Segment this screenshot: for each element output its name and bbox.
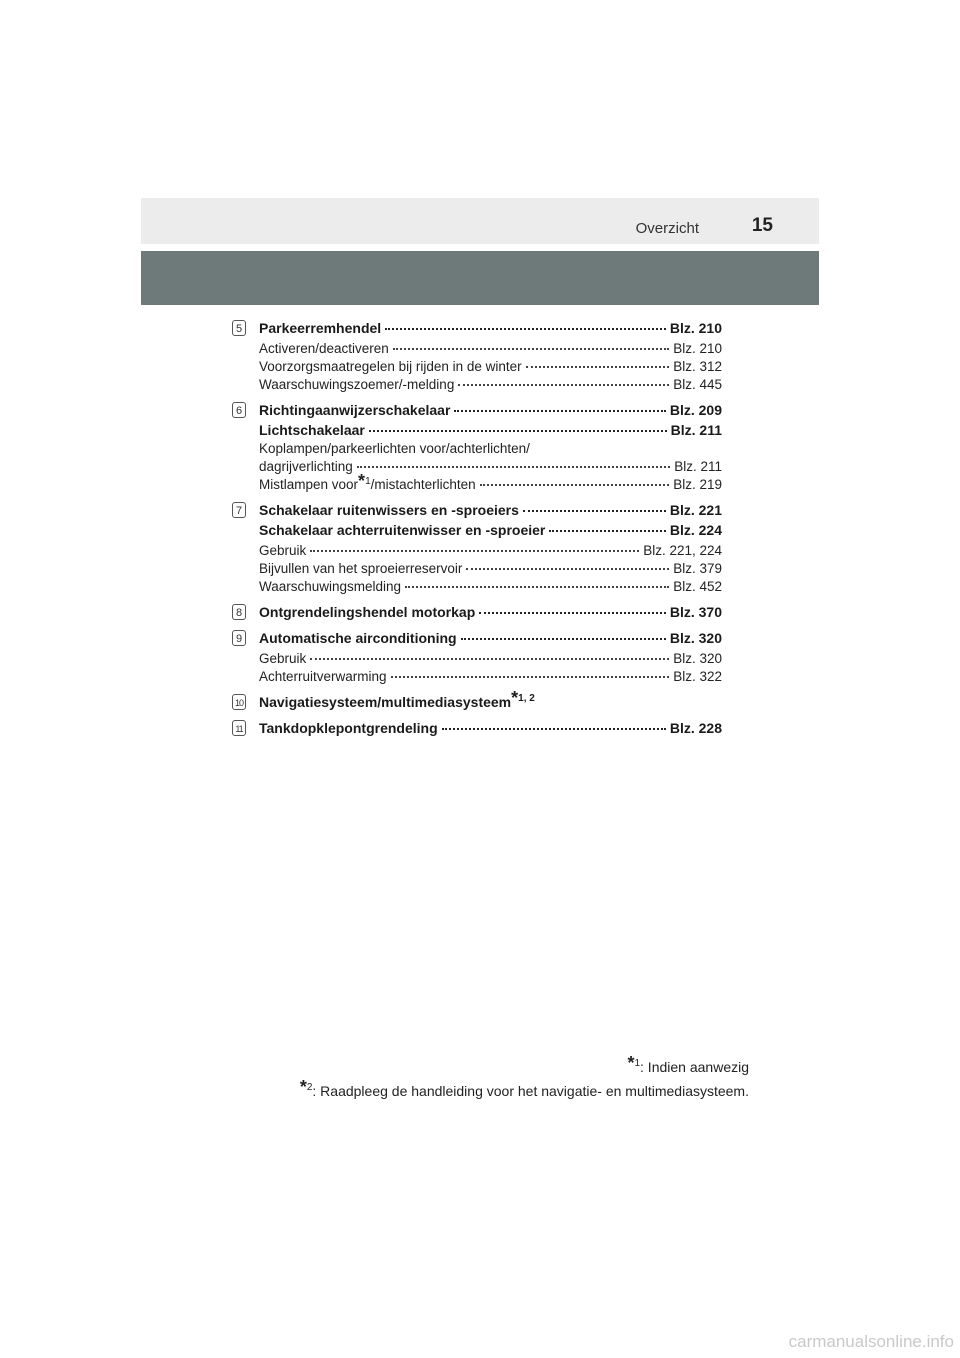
toc-entry-label: Richtingaanwijzerschakelaar [259, 402, 451, 418]
dot-leader [454, 409, 665, 412]
toc-group [235, 318, 722, 394]
toc-subentry-label: Waarschuwingsmelding [259, 579, 402, 594]
page-reference: Blz. 224 [669, 522, 722, 538]
toc-subentry-label: Gebruik [259, 651, 307, 666]
toc-entry-label: Parkeerremhendel [259, 320, 382, 336]
toc-subentry[interactable] [259, 578, 722, 596]
toc-entry[interactable] [259, 602, 722, 622]
toc-subentry-text: Koplampen/parkeerlichten voor/achterlichten/ [259, 441, 530, 456]
page-reference: Blz. 320 [673, 651, 722, 666]
toc-entry[interactable] [259, 520, 722, 540]
toc-group [235, 628, 722, 686]
toc-entry[interactable] [259, 400, 722, 420]
footnote-ref-number: 1 [365, 475, 371, 487]
toc-entry[interactable] [259, 500, 722, 520]
toc-subentry[interactable] [259, 668, 722, 686]
dot-leader [442, 727, 666, 730]
toc-subentry[interactable] [259, 542, 722, 560]
page-reference: Blz. 370 [669, 604, 722, 620]
toc-subentry-label: Bijvullen van het sproeierreservoir [259, 561, 463, 576]
dot-leader [479, 611, 666, 614]
toc-subentry[interactable] [259, 458, 722, 476]
dot-leader [461, 637, 666, 640]
page-reference: Blz. 312 [673, 359, 722, 374]
page-reference: Blz. 210 [669, 320, 722, 336]
dot-leader [523, 509, 666, 512]
footnote-ref [511, 688, 535, 709]
toc-entry[interactable] [259, 688, 722, 712]
footnote-marker [627, 1053, 641, 1074]
page-reference: Blz. 211 [670, 422, 722, 438]
toc-subentry[interactable] [259, 340, 722, 358]
page-reference: Blz. 219 [673, 477, 722, 492]
dot-leader [466, 567, 669, 570]
table-of-contents [235, 318, 722, 744]
toc-subentry[interactable] [259, 560, 722, 578]
page-reference: Blz. 209 [669, 402, 722, 418]
footnote-number: 1 [634, 1058, 641, 1070]
dot-leader [357, 465, 670, 468]
label-part: /mistachterlichten [370, 477, 476, 492]
footnote-text: : Indien aanwezig [640, 1059, 749, 1075]
dot-leader [405, 585, 669, 588]
toc-group [235, 718, 722, 738]
dot-leader [391, 675, 670, 678]
dot-leader [385, 327, 666, 330]
toc-entry-label: Schakelaar ruitenwissers en -sproeiers [259, 502, 519, 518]
footnote-star: * [358, 470, 366, 491]
toc-group [234, 688, 722, 712]
page-reference: Blz. 221 [669, 502, 722, 518]
toc-entry[interactable] [259, 628, 722, 648]
page-reference: Blz. 452 [673, 579, 722, 594]
toc-entry-label: Schakelaar achterruitenwisser en -sproeier [259, 522, 546, 538]
footnote-star: * [627, 1053, 635, 1074]
toc-entry-label: Ontgrendelingshendel motorkap [259, 604, 476, 620]
toc-subentry-label: Waarschuwingszoemer/-melding [259, 377, 455, 392]
page-reference: Blz. 445 [673, 377, 722, 392]
toc-subentry-label: dagrijverlichting [259, 459, 353, 474]
toc-entry[interactable] [259, 318, 722, 338]
dot-leader [526, 365, 670, 368]
dot-leader [458, 383, 669, 386]
toc-subentry[interactable] [259, 470, 722, 494]
dot-leader [480, 483, 670, 486]
page-reference: Blz. 322 [673, 669, 722, 684]
toc-subentry-label: Activeren/deactiveren [259, 341, 389, 356]
toc-subentry-label: Achterruitverwarming [259, 669, 387, 684]
item-number-badge: 11 [232, 720, 246, 736]
page-reference: Blz. 221, 224 [643, 543, 722, 558]
toc-subentry-label: Gebruik [259, 543, 307, 558]
item-number-badge: 6 [232, 402, 246, 418]
toc-subentry[interactable] [259, 358, 722, 376]
footnote-ref-numbers: 1, 2 [518, 693, 535, 705]
dot-leader [310, 657, 669, 660]
toc-group [235, 500, 722, 596]
footnote-ref [358, 470, 371, 491]
section-title: Overzicht [635, 220, 699, 237]
page-header [141, 198, 819, 244]
footnotes [300, 1055, 749, 1103]
footnote-star: * [511, 688, 519, 709]
page-reference: Blz. 211 [674, 459, 722, 474]
footnote-text: : Raadpleeg de handleiding voor het navigatie- en multimediasysteem. [312, 1083, 749, 1099]
page-reference: Blz. 228 [669, 720, 722, 736]
dot-leader [310, 549, 639, 552]
item-number-badge: 9 [232, 630, 246, 646]
dot-leader [549, 529, 666, 532]
toc-entry-label: Navigatiesysteem/multimediasysteem [259, 694, 512, 710]
footnote [300, 1079, 749, 1103]
item-number-badge: 5 [232, 320, 246, 336]
toc-group [235, 602, 722, 622]
toc-entry-label: Tankdopklepontgrendeling [259, 720, 438, 736]
toc-entry-label: Automatische airconditioning [259, 630, 457, 646]
toc-entry[interactable] [259, 420, 722, 440]
footnote-number: 2 [306, 1082, 313, 1094]
toc-subentry[interactable] [259, 376, 722, 394]
page-reference: Blz. 320 [669, 630, 722, 646]
toc-group [235, 400, 722, 494]
toc-entry-label: Lichtschakelaar [259, 422, 365, 438]
item-number-badge: 10 [232, 694, 246, 710]
page-number: 15 [751, 215, 773, 236]
item-number-badge: 7 [232, 502, 246, 518]
footnote [300, 1055, 749, 1079]
dot-leader [393, 347, 669, 350]
label-part: Mistlampen voor [259, 477, 359, 492]
toc-entry[interactable] [259, 718, 722, 738]
toc-subentry[interactable] [259, 650, 722, 668]
header-band [141, 251, 819, 305]
watermark: carmanualsonline.info [788, 1332, 954, 1351]
dot-leader [369, 429, 667, 432]
toc-subentry-label [259, 470, 476, 494]
footnote-star: * [299, 1077, 307, 1098]
toc-subentry-label: Voorzorgsmaatregelen bij rijden in de winter [259, 359, 522, 374]
page-reference: Blz. 210 [673, 341, 722, 356]
footnote-marker [299, 1077, 313, 1098]
page-reference: Blz. 379 [673, 561, 722, 576]
item-number-badge: 8 [232, 604, 246, 620]
